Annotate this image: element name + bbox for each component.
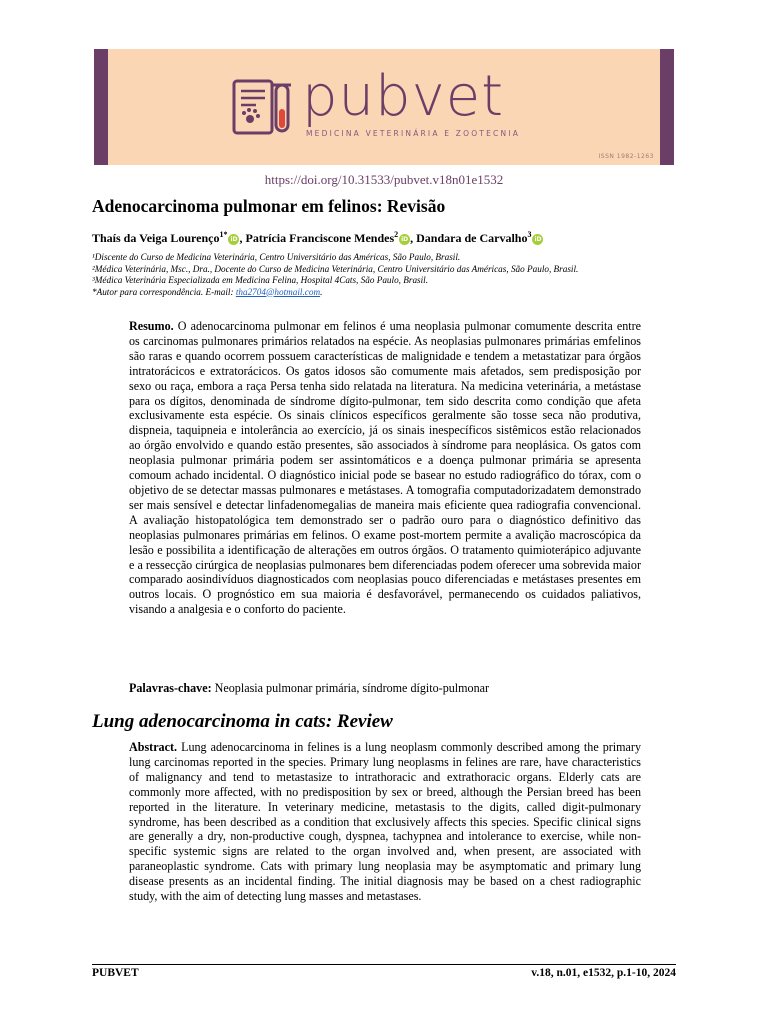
author-affil-mark: 2 <box>394 230 399 239</box>
author-affil-mark: 3 <box>527 230 532 239</box>
correspondence-end: . <box>320 286 323 297</box>
author-name: Patrícia Franciscone Mendes <box>245 231 395 245</box>
footer-citation: v.18, n.01, e1532, p.1-10, 2024 <box>531 967 676 979</box>
doi-link[interactable]: https://doi.org/10.31533/pubvet.v18n01e1532 <box>264 172 504 187</box>
resumo-text: O adenocarcinoma pulmonar em felinos é uma neoplasia pulmonar comumente descrita entre os carcinomas pulmonares primários relatados na espécie. As neoplasias pulmonares primárias emfelinos são raras e quando ocorrem possuem características de malignidade e tendem a metastatizar para órgãos intratorácicos e extratorácicos. Os gatos idosos são comumente mais afetados, sem predisposição por sexo ou raça, embora a raça Persa tenha sido relatada na literatura. Na medicina veterinária, a metástase para os dígitos, denominada de síndrome dígito-pulmonar, tem sido descrita como condição que afeta exclusivamente esta espécie. Os sinais clínicos específicos geralmente são tosse seca não produtiva, dispneia, taquipneia e intolerância ao exercício, já os sinais inespecíficos sistêmicos estão relacionados ao órgão envolvido e quando estão presentes, são associados à síndrome para neoplásica. Os gatos com neoplasia pulmonar primária podem ser assintomáticos e a doença pulmonar primária se apresenta comoum achado incidental. O diagnóstico inicial pode se basear no estudo radiográfico do tórax, com o objetivo de se detectar massas pulmonares e metástases. A tomografia computadorizadatem demonstrado ser mais sensível e detectar linfadenomegalias de maneira mais eficiente quea radiografia convencional. A avaliação histopatológica tem demonstrado ser o padrão ouro para o diagnóstico definitivo das neoplasias pulmonares primárias em felinos. O exame post-mortem permite a avalição macroscópica da lesão e possibilita a identificação de alterações em outros órgãos. O tratamento quimioterápico adjuvante e a ressecção cirúrgica de neoplasias pulmonares bem diferenciadas podem oferecer uma sobrevida maior comparado aosindivíduos diagnosticados com neoplasias pouco diferenciadas e metástases presentes em outros locais. O prognóstico em sua maioria é desfavorável, permanecendo os cuidados paliativos, visando a analgesia e o conforto do paciente. <box>129 319 641 617</box>
author-separator: , <box>410 231 417 245</box>
resumo-label: Resumo. <box>129 319 174 333</box>
brand-name: pubvet <box>302 64 505 129</box>
author-affil-mark: 1* <box>219 230 228 239</box>
footer-journal: PUBVET <box>92 967 139 979</box>
abstract-text: Lung adenocarcinoma in felines is a lung neoplasm commonly described among the primary lung carcinomas reported in the species. Primary lung neoplasms in felines are rare, have characteristics of malignancy and tend to metastasize to intrathoracic and extrathoracic organs. Elderly cats are commonly more affected, with no predisposition by sex or breed, although the Persian breed has been reported in the literature. In veterinary medicine, metastasis to the digits, called digit-pulmonary syndrome, has been described as a condition that exclusively affects this species. Specific clinical signs are generally a dry, non-productive cough, dyspnea, tachypnea and intolerance to exercise, while non-specific systemic signs are related to the organ involved and, when present, are associated with paraneoplastic syndrome. Cats with primary lung neoplasia may be asymptomatic and primary lung disease presents as an incidental finding. The initial diagnosis may be based on a chest radiographic study, with the aim of detecting lung masses and metastases. <box>129 740 642 904</box>
author-name: Thaís da Veiga Lourenço <box>92 231 220 245</box>
journal-banner <box>94 49 674 165</box>
orcid-icon[interactable]: iD <box>401 236 409 243</box>
affiliation-line: ³Médica Veterinária Especializada em Medicina Felina, Hospital 4Cats, São Paulo, Brasil. <box>92 275 429 285</box>
banner-right-bar <box>660 49 674 165</box>
keywords-label: Palavras-chave: <box>129 681 212 695</box>
brand-tagline: MEDICINA VETERINÁRIA E ZOOTECNIA <box>306 129 521 138</box>
banner-left-bar <box>94 49 108 165</box>
author-list <box>92 230 543 246</box>
orcid-icon[interactable]: iD <box>230 236 238 243</box>
abstract-paragraph <box>129 740 641 904</box>
footer-rule <box>92 964 676 965</box>
english-title: Lung adenocarcinoma in cats: Review <box>92 711 393 732</box>
abstract-label: Abstract. <box>129 740 178 754</box>
affiliation-line: ²Médica Veterinária, Msc., Dra., Docente do Curso de Medicina Veterinária, Centro Universitário das Américas, São Paulo, Brasil. <box>92 263 579 274</box>
keywords <box>129 681 641 696</box>
correspondence-line <box>92 287 578 299</box>
resumo-paragraph <box>129 319 641 617</box>
affiliation-line: ¹Discente do Curso de Medicina Veterinária, Centro Universitário das Américas, São Paulo, Brasil. <box>92 252 461 262</box>
issn: ISSN 1982-1263 <box>598 153 654 160</box>
pubvet-logo-icon <box>232 79 294 137</box>
correspondence-label: *Autor para correspondência. E-mail: <box>92 286 236 297</box>
author-separator: , <box>239 231 246 245</box>
author-name: Dandara de Carvalho <box>416 231 528 245</box>
correspondence-email-link[interactable]: tha2704@hotmail.com <box>235 286 321 297</box>
orcid-icon[interactable]: iD <box>534 236 542 243</box>
affiliations <box>92 252 578 298</box>
article-title: Adenocarcinoma pulmonar em felinos: Revisão <box>92 196 446 216</box>
keywords-text: Neoplasia pulmonar primária, síndrome dígito-pulmonar <box>214 681 490 695</box>
